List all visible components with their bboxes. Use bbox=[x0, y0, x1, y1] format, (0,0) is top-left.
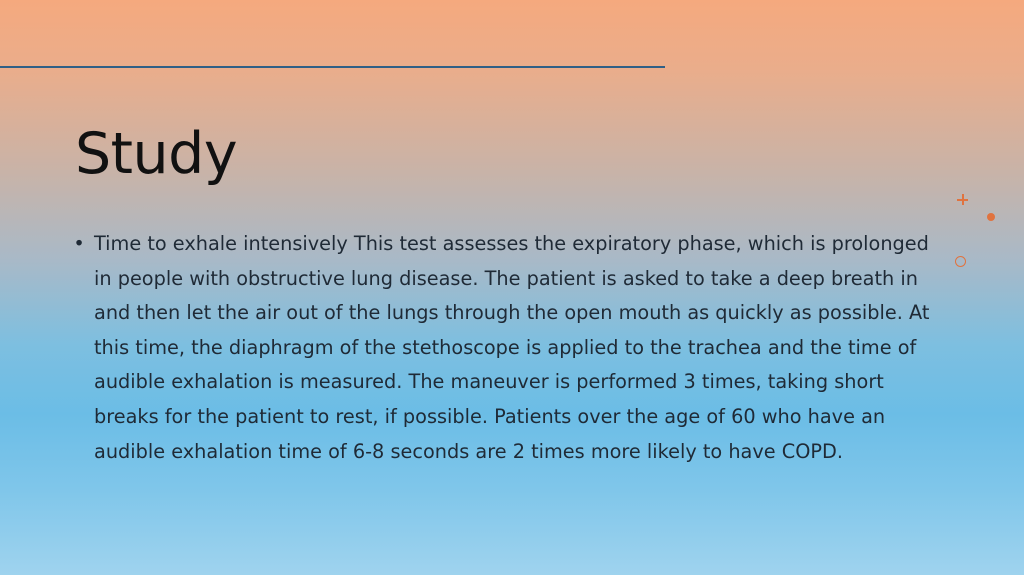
bullet-marker: • bbox=[73, 232, 85, 255]
plus-icon bbox=[954, 190, 970, 206]
slide-title: Study bbox=[75, 121, 238, 187]
bullet-list bbox=[72, 227, 942, 469]
dot-icon bbox=[987, 213, 995, 221]
ring-icon bbox=[955, 256, 966, 267]
bullet-item bbox=[72, 227, 942, 469]
top-divider-line bbox=[0, 66, 665, 68]
bullet-text: Time to exhale intensively This test assesses the expiratory phase, which is prolonged in people with obstructive lung disease. The patient is asked to take a deep breath in and then let the air out of the lungs through the open mouth as quickly as possible. At this time, the diaphragm of the stethoscope is applied to the trachea and the time of audible exhalation is measured. The maneuver is performed 3 times, taking short breaks for the patient to rest, if possible. Patients over the age of 60 who have an audible exhalation time of 6-8 seconds are 2 times more likely to have COPD. bbox=[94, 232, 930, 463]
